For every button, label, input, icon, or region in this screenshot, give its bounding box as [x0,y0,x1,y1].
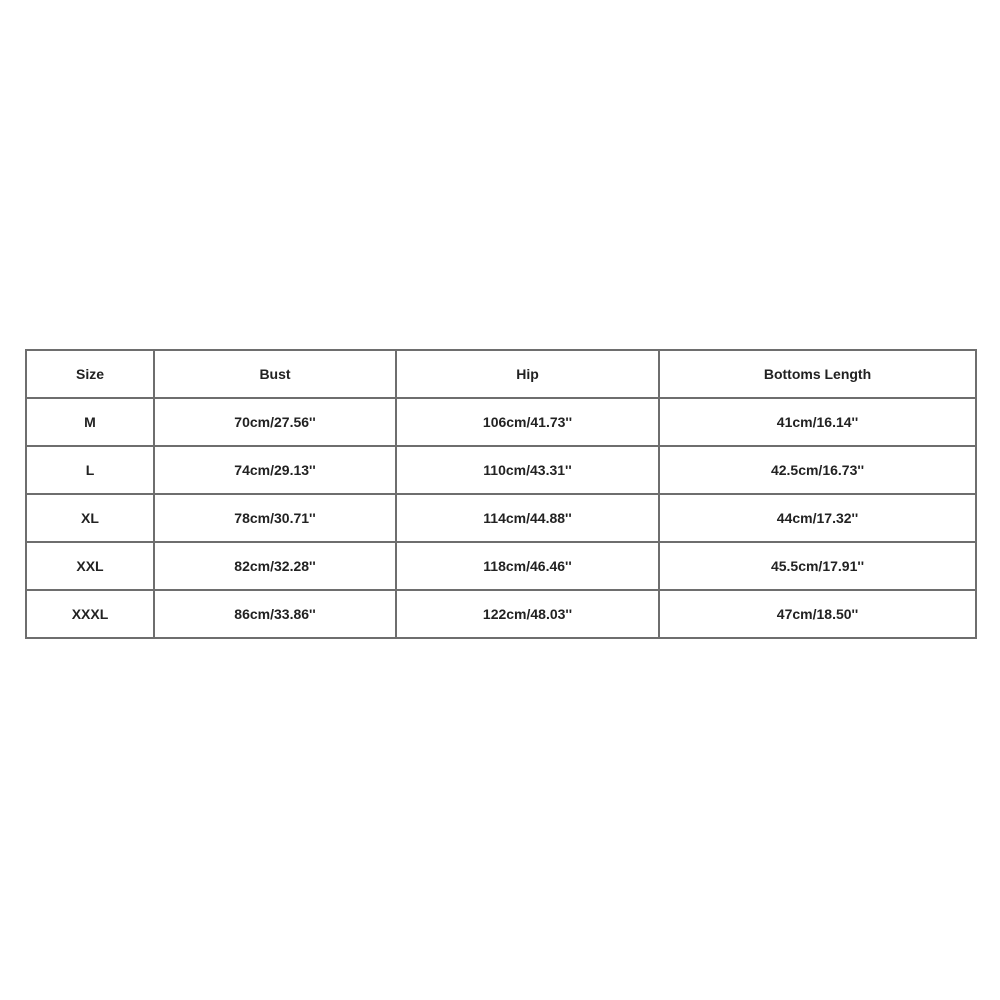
header-hip: Hip [396,350,659,398]
cell-bust: 74cm/29.13'' [154,446,396,494]
table-row [26,446,976,494]
cell-bottoms-length: 45.5cm/17.91'' [659,542,976,590]
cell-hip: 110cm/43.31'' [396,446,659,494]
header-bottoms-length: Bottoms Length [659,350,976,398]
cell-hip: 122cm/48.03'' [396,590,659,638]
cell-bust: 82cm/32.28'' [154,542,396,590]
cell-bust: 70cm/27.56'' [154,398,396,446]
table-row [26,590,976,638]
cell-size: XXL [26,542,154,590]
cell-hip: 118cm/46.46'' [396,542,659,590]
header-size: Size [26,350,154,398]
cell-size: XXXL [26,590,154,638]
cell-bust: 78cm/30.71'' [154,494,396,542]
cell-bust: 86cm/33.86'' [154,590,396,638]
table-header-row [26,350,976,398]
cell-size: L [26,446,154,494]
header-bust: Bust [154,350,396,398]
size-chart-table [25,349,977,639]
cell-hip: 114cm/44.88'' [396,494,659,542]
table-row [26,398,976,446]
cell-size: M [26,398,154,446]
cell-bottoms-length: 41cm/16.14'' [659,398,976,446]
table-row [26,494,976,542]
cell-bottoms-length: 47cm/18.50'' [659,590,976,638]
table-row [26,542,976,590]
cell-bottoms-length: 44cm/17.32'' [659,494,976,542]
cell-size: XL [26,494,154,542]
cell-bottoms-length: 42.5cm/16.73'' [659,446,976,494]
cell-hip: 106cm/41.73'' [396,398,659,446]
